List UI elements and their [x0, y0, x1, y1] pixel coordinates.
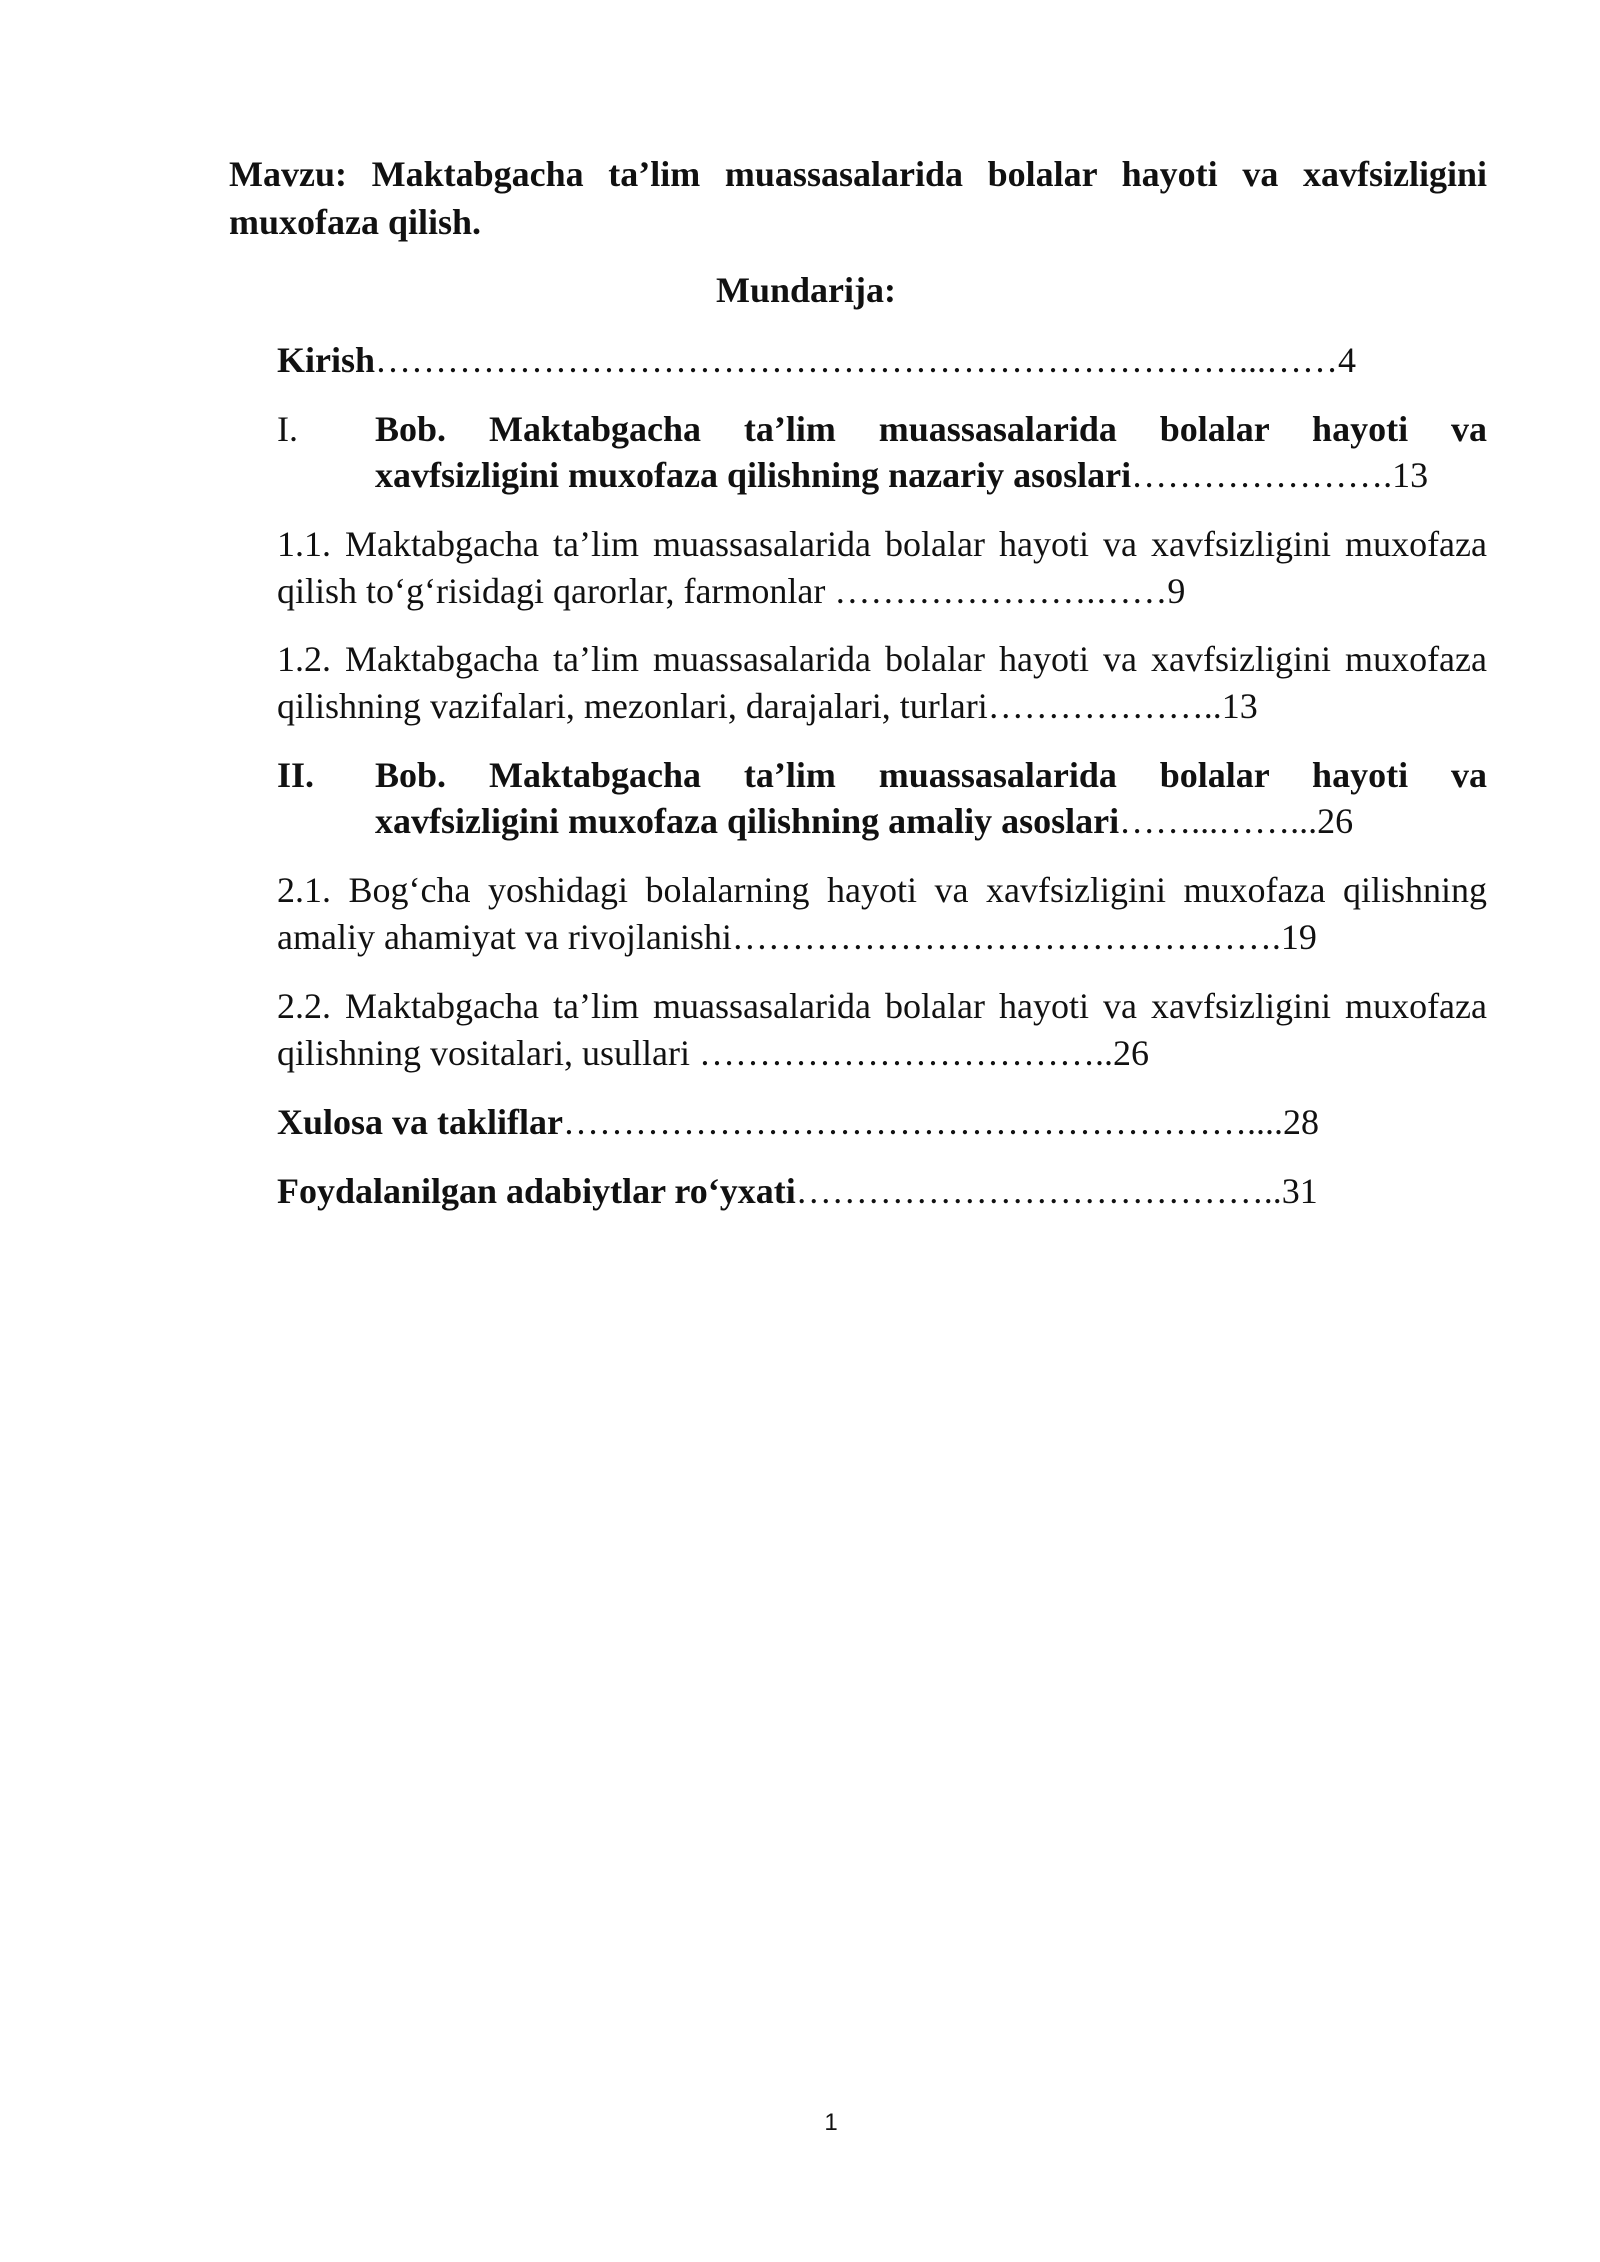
toc-page-number: 19: [1280, 917, 1317, 957]
toc-page-number: 13: [1392, 455, 1429, 495]
toc-page-number: 4: [1338, 340, 1357, 380]
toc-entry-conclusion-title: Xulosa va takliflar: [277, 1102, 564, 1142]
toc-entry-intro: [277, 337, 1356, 384]
toc-section-1-2-line2: [277, 683, 1258, 730]
toc-entry-intro-title: Kirish: [277, 340, 376, 380]
toc-section-2-2-line1: 2.2. Maktabgacha ta’lim muassasalarida bolalar hayoti va xavfsizligini muxofaza: [277, 986, 1487, 1026]
toc-heading: Mundarija:: [716, 270, 896, 310]
toc-leader-dots: ……………………………………….: [731, 917, 1281, 957]
toc-page-number: 9: [1167, 571, 1186, 611]
toc-leader-dots: ………………………………………………………………...……: [375, 340, 1339, 380]
toc-section-1-2-title-line2: qilishning vazifalari, mezonlari, darajalari, turlari: [277, 686, 988, 726]
toc-leader-dots: …………………………………..: [795, 1171, 1282, 1211]
toc-chapter-1-title-line2: xavfsizligini muxofaza qilishning nazariy asoslari: [375, 455, 1132, 495]
toc-entry-references: [277, 1168, 1318, 1215]
toc-section-1-1-line2: [277, 568, 1185, 615]
toc-chapter-1-line2: [375, 452, 1428, 499]
toc-leader-dots: ……………………………..: [698, 1033, 1113, 1073]
toc-chapter-1-number: I.: [277, 409, 298, 449]
toc-page-number: 28: [1283, 1102, 1320, 1142]
toc-chapter-2-number: II.: [277, 755, 315, 795]
document-topic: Mavzu: Maktabgacha ta’lim muassasalarida bolalar hayoti va xavfsizligini muxofaza qilish.: [229, 154, 1487, 242]
toc-page-number: 26: [1317, 801, 1354, 841]
toc-chapter-1-title-line1: Bob. Maktabgacha ta’lim muassasalarida bolalar hayoti va: [375, 409, 1487, 449]
toc-chapter-2-line2: [375, 798, 1353, 845]
toc-page-number: 31: [1281, 1171, 1318, 1211]
toc-leader-dots: ………………….: [1131, 455, 1393, 495]
toc-entry-references-title: Foydalanilgan adabiytlar ro‘yxati: [277, 1171, 796, 1211]
toc-section-2-2-title-line2: qilishning vositalari, usullari: [277, 1033, 699, 1073]
toc-section-2-1-line2: [277, 914, 1317, 961]
toc-entry-conclusion: [277, 1099, 1319, 1146]
toc-leader-dots: ………………..: [987, 686, 1222, 726]
toc-chapter-2-title-line2: xavfsizligini muxofaza qilishning amaliy asoslari: [375, 801, 1120, 841]
toc-page-number: 26: [1112, 1033, 1149, 1073]
toc-section-2-1-line1: 2.1. Bog‘cha yoshidagi bolalarning hayoti va xavfsizligini muxofaza qilishning: [277, 870, 1487, 910]
toc-section-1-1-line1: 1.1. Maktabgacha ta’lim muassasalarida bolalar hayoti va xavfsizligini muxofaza: [277, 524, 1487, 564]
toc-section-1-1-title-line2: qilish to‘g‘risidagi qarorlar, farmonlar: [277, 571, 835, 611]
toc-section-2-1-title-line2: amaliy ahamiyat va rivojlanishi: [277, 917, 732, 957]
toc-leader-dots: …………………………………………………....: [563, 1102, 1284, 1142]
toc-page-number: 13: [1221, 686, 1258, 726]
toc-chapter-2-title-line1: Bob. Maktabgacha ta’lim muassasalarida bolalar hayoti va: [375, 755, 1487, 795]
toc-leader-dots: ……...……...: [1119, 801, 1318, 841]
toc-section-2-2-line2: [277, 1030, 1149, 1077]
page-number: 1: [824, 2109, 838, 2136]
toc-section-1-2-line1: 1.2. Maktabgacha ta’lim muassasalarida bolalar hayoti va xavfsizligini muxofaza: [277, 639, 1487, 679]
toc-leader-dots: ………………….……: [834, 571, 1168, 611]
